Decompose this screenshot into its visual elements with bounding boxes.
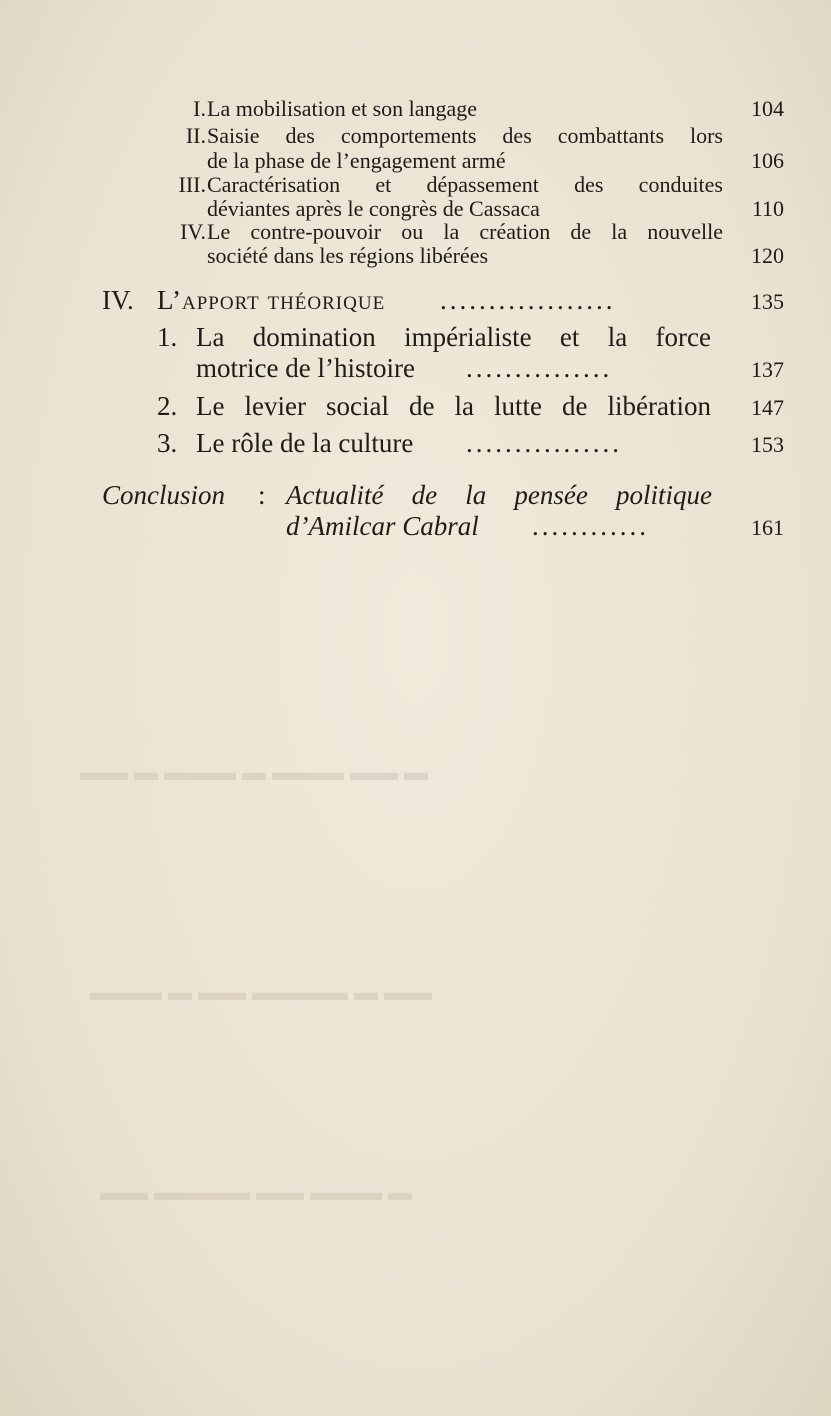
- page-number: 161: [751, 515, 784, 540]
- dot-leader: ................: [466, 428, 622, 458]
- part-title: L’apport théorique: [157, 285, 386, 315]
- page-number: 110: [751, 196, 784, 221]
- chapter-numeral: 3.: [157, 428, 178, 458]
- subsection-title: La mobilisation et son langage: [207, 96, 478, 121]
- page-number: 153: [751, 432, 784, 457]
- subsection-title: Saisie des comportements des combattants lors: [207, 123, 723, 148]
- chapter-title: La domination impérialiste et la force: [196, 322, 711, 352]
- page-number: 137: [751, 357, 784, 382]
- conclusion-separator: :: [258, 480, 266, 510]
- dot-leader: ............: [532, 511, 649, 541]
- subsection-title: Caractérisation et dépassement des conduites: [207, 172, 723, 197]
- chapter-numeral: 2.: [157, 391, 178, 421]
- conclusion-title-cont: d’Amilcar Cabral: [286, 511, 479, 541]
- subsection-title-cont: société dans les régions libérées: [207, 243, 489, 268]
- subsection-numeral: II.: [185, 123, 206, 148]
- chapter-title-cont: motrice de l’histoire: [196, 353, 415, 383]
- page-number: 147: [751, 395, 784, 420]
- subsection-numeral: I.: [193, 96, 206, 121]
- bleed-through-decoration: ▬ ▬▬ ▬▬▬ ▬ ▬▬▬ ▬ ▬▬: [80, 760, 428, 786]
- subsection-title: Le contre-pouvoir ou la création de la nouvelle: [207, 219, 723, 244]
- conclusion-label: Conclusion: [102, 480, 226, 510]
- subsection-title-cont: déviantes après le congrès de Cassaca: [207, 196, 540, 221]
- dot-leader: ..................: [440, 285, 616, 315]
- page-number: 120: [751, 243, 784, 268]
- subsection-numeral: IV.: [180, 219, 206, 244]
- chapter-title: Le levier social de la lutte de libération: [196, 391, 711, 421]
- bleed-through-decoration: ▬▬ ▬ ▬▬▬▬ ▬▬ ▬ ▬▬▬: [90, 980, 432, 1006]
- chapter-numeral: 1.: [157, 322, 178, 352]
- chapter-title: Le rôle de la culture: [196, 428, 414, 458]
- dot-leader: ...............: [466, 353, 613, 383]
- page-number: 106: [751, 148, 784, 173]
- page-number: 135: [751, 289, 784, 314]
- bleed-through-decoration: ▬ ▬▬▬ ▬▬ ▬▬▬▬ ▬▬: [100, 1180, 412, 1206]
- subsection-title-cont: de la phase de l’engagement armé: [207, 148, 506, 173]
- conclusion-title: Actualité de la pensée politique: [286, 480, 712, 510]
- subsection-numeral: III.: [178, 172, 206, 197]
- page-number: 104: [751, 96, 784, 121]
- part-numeral: IV.: [102, 285, 134, 315]
